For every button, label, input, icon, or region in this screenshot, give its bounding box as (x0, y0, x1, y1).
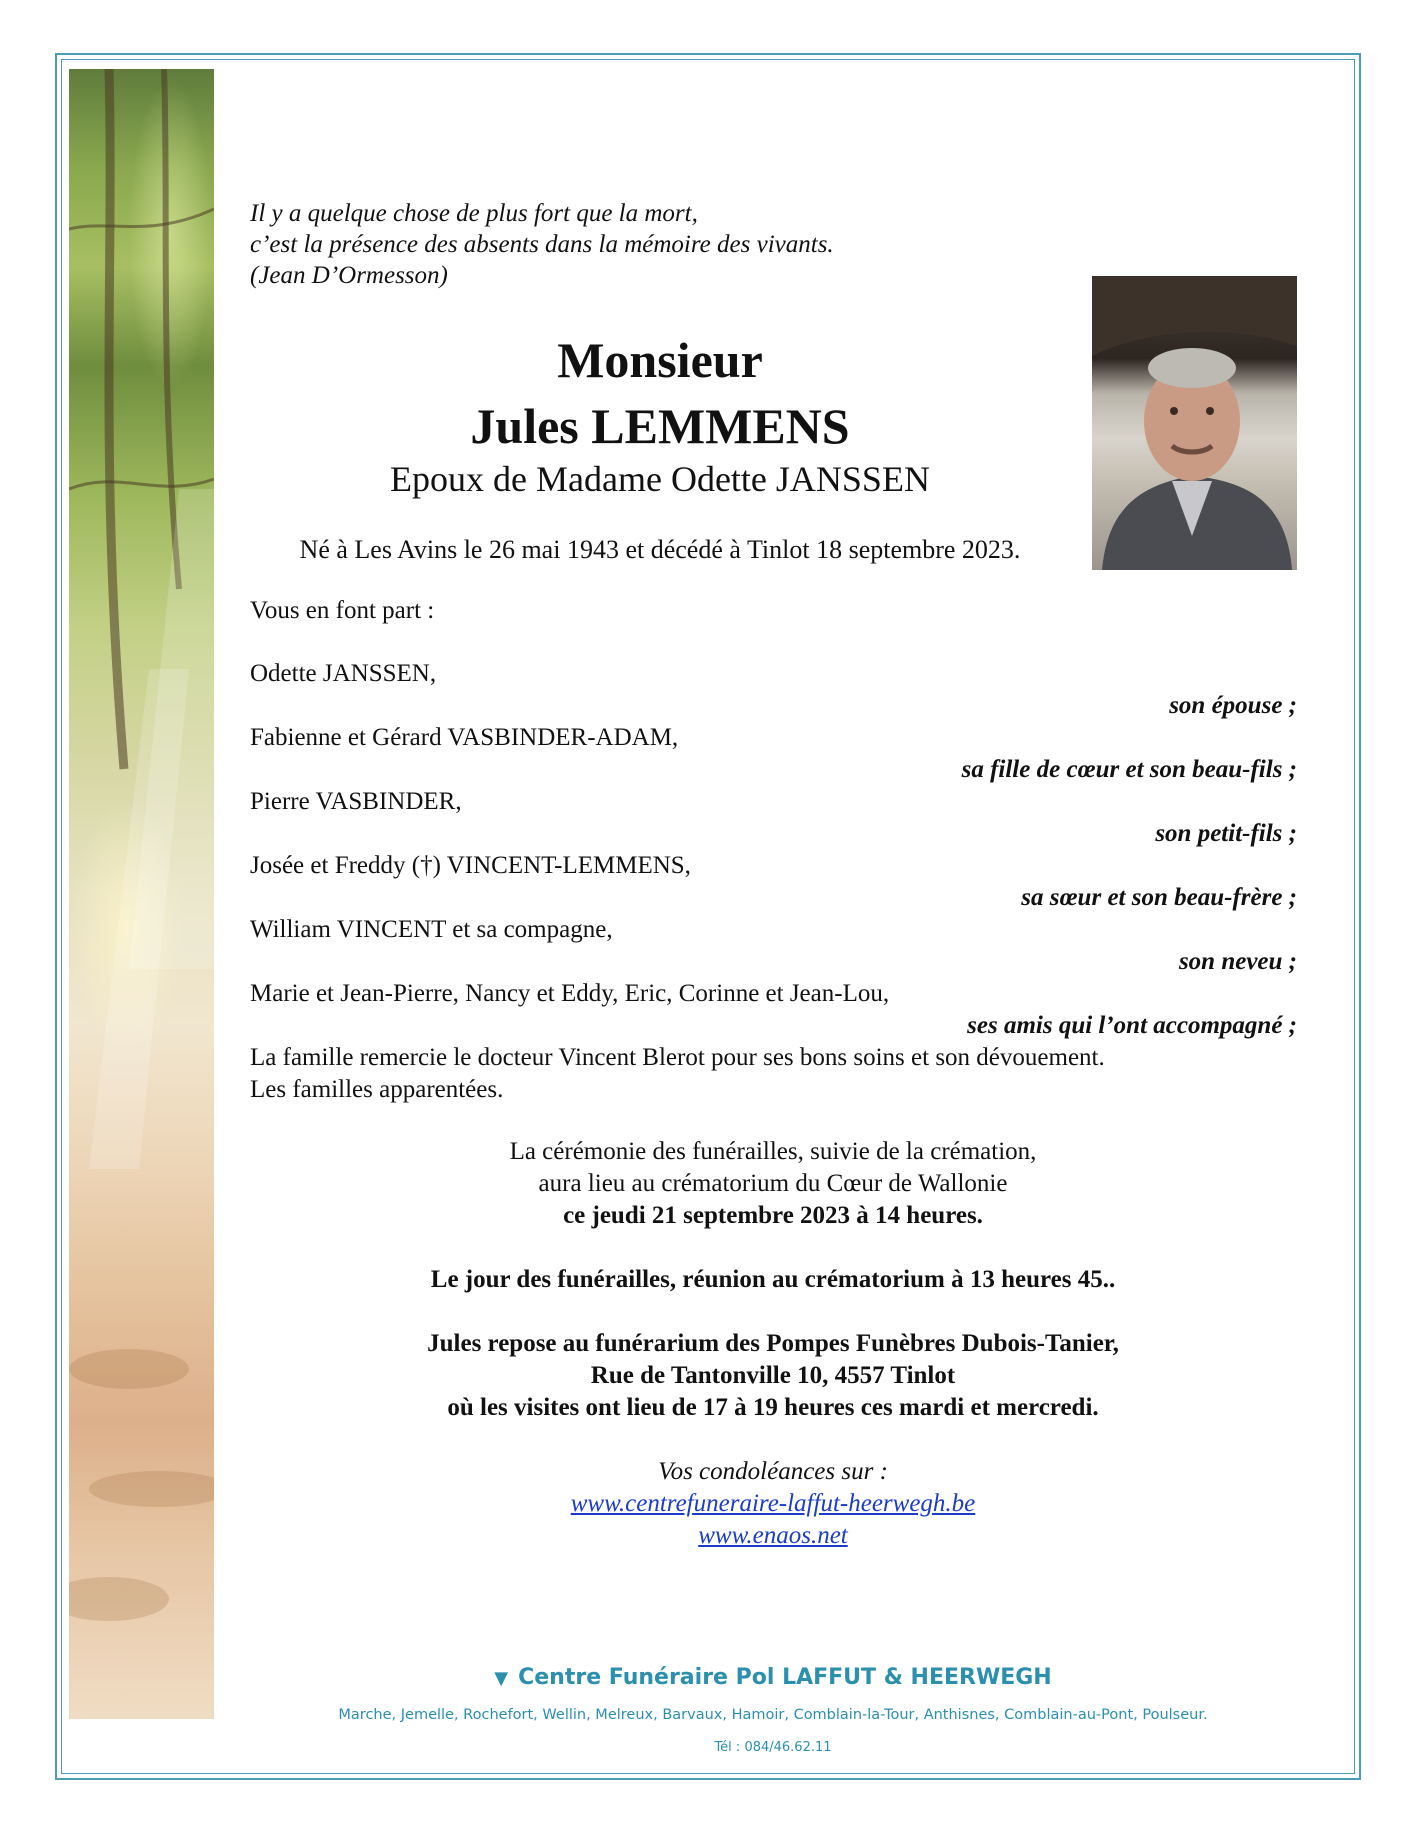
forest-path-image (69, 69, 214, 1719)
family-relation: son neveu ; (1178, 948, 1297, 975)
ceremony-date: ce jeudi 21 septembre 2023 à 14 heures. (563, 1202, 983, 1229)
title-prefix: Monsieur (557, 332, 763, 388)
opening-quote (250, 198, 950, 291)
ceremony-line: La cérémonie des funérailles, suivie de la crémation, (509, 1138, 1037, 1165)
family-names: Odette JANSSEN, (250, 660, 437, 687)
footer-towns: Marche, Jemelle, Rochefort, Wellin, Melreux, Barvaux, Hamoir, Comblain-la-Tour, Anthisnes, Comblain-au-Pont, Poulseur. (338, 1707, 1208, 1723)
ceremony-line: aura lieu au crématorium du Cœur de Wallonie (538, 1170, 1008, 1197)
spouse-line: Epoux de Madame Odette JANSSEN (390, 459, 930, 499)
thanks-line: La famille remercie le docteur Vincent Blerot pour ses bons soins et son dévouement. (250, 1044, 1105, 1071)
condolences-link-enaos[interactable]: www.enaos.net (698, 1522, 848, 1549)
portrait-photo (1092, 276, 1297, 570)
condolences-label: Vos condoléances sur : (658, 1458, 888, 1485)
footer-company (250, 1665, 1296, 1690)
quote-line: c’est la présence des absents dans la mémoire des vivants. (250, 231, 834, 258)
footer-company-name: Centre Funéraire Pol LAFFUT & HEERWEGH (518, 1665, 1052, 1690)
condolences-link-funeral-center[interactable]: www.centrefuneraire-laffut-heerwegh.be (570, 1490, 976, 1517)
rest-address: Rue de Tantonville 10, 4557 Tinlot (590, 1362, 956, 1389)
family-relation: son épouse ; (1169, 692, 1297, 719)
birth-death-line: Né à Les Avins le 26 mai 1943 et décédé à Tinlot 18 septembre 2023. (299, 535, 1021, 564)
visiting-hours: où les visites ont lieu de 17 à 19 heures ces mardi et mercredi. (447, 1394, 1099, 1421)
quote-line: Il y a quelque chose de plus fort que la mort, (250, 200, 698, 227)
meeting-line: Le jour des funérailles, réunion au crématorium à 13 heures 45.. (430, 1266, 1116, 1293)
family-relation: sa sœur et son beau-frère ; (1021, 884, 1297, 911)
family-names: Fabienne et Gérard VASBINDER-ADAM, (250, 724, 679, 751)
family-names: Marie et Jean-Pierre, Nancy et Eddy, Eric, Corinne et Jean-Lou, (250, 980, 890, 1007)
family-names: William VINCENT et sa compagne, (250, 916, 613, 943)
triangle-down-icon: ▼ (494, 1668, 509, 1689)
announcement-intro: Vous en font part : (250, 597, 435, 624)
rest-line: Jules repose au funérarium des Pompes Funèbres Dubois-Tanier, (427, 1330, 1119, 1357)
footer-phone: Tél : 084/46.62.11 (714, 1740, 832, 1755)
related-families: Les familles apparentées. (250, 1076, 504, 1103)
family-relation: ses amis qui l’ont accompagné ; (967, 1012, 1297, 1039)
family-relation: sa fille de cœur et son beau-fils ; (961, 756, 1297, 783)
family-names: Josée et Freddy (†) VINCENT-LEMMENS, (250, 852, 691, 879)
family-relation: son petit-fils ; (1155, 820, 1297, 847)
quote-author: (Jean D’Ormesson) (250, 262, 448, 289)
family-names: Pierre VASBINDER, (250, 788, 462, 815)
deceased-name: Jules LEMMENS (470, 398, 850, 454)
